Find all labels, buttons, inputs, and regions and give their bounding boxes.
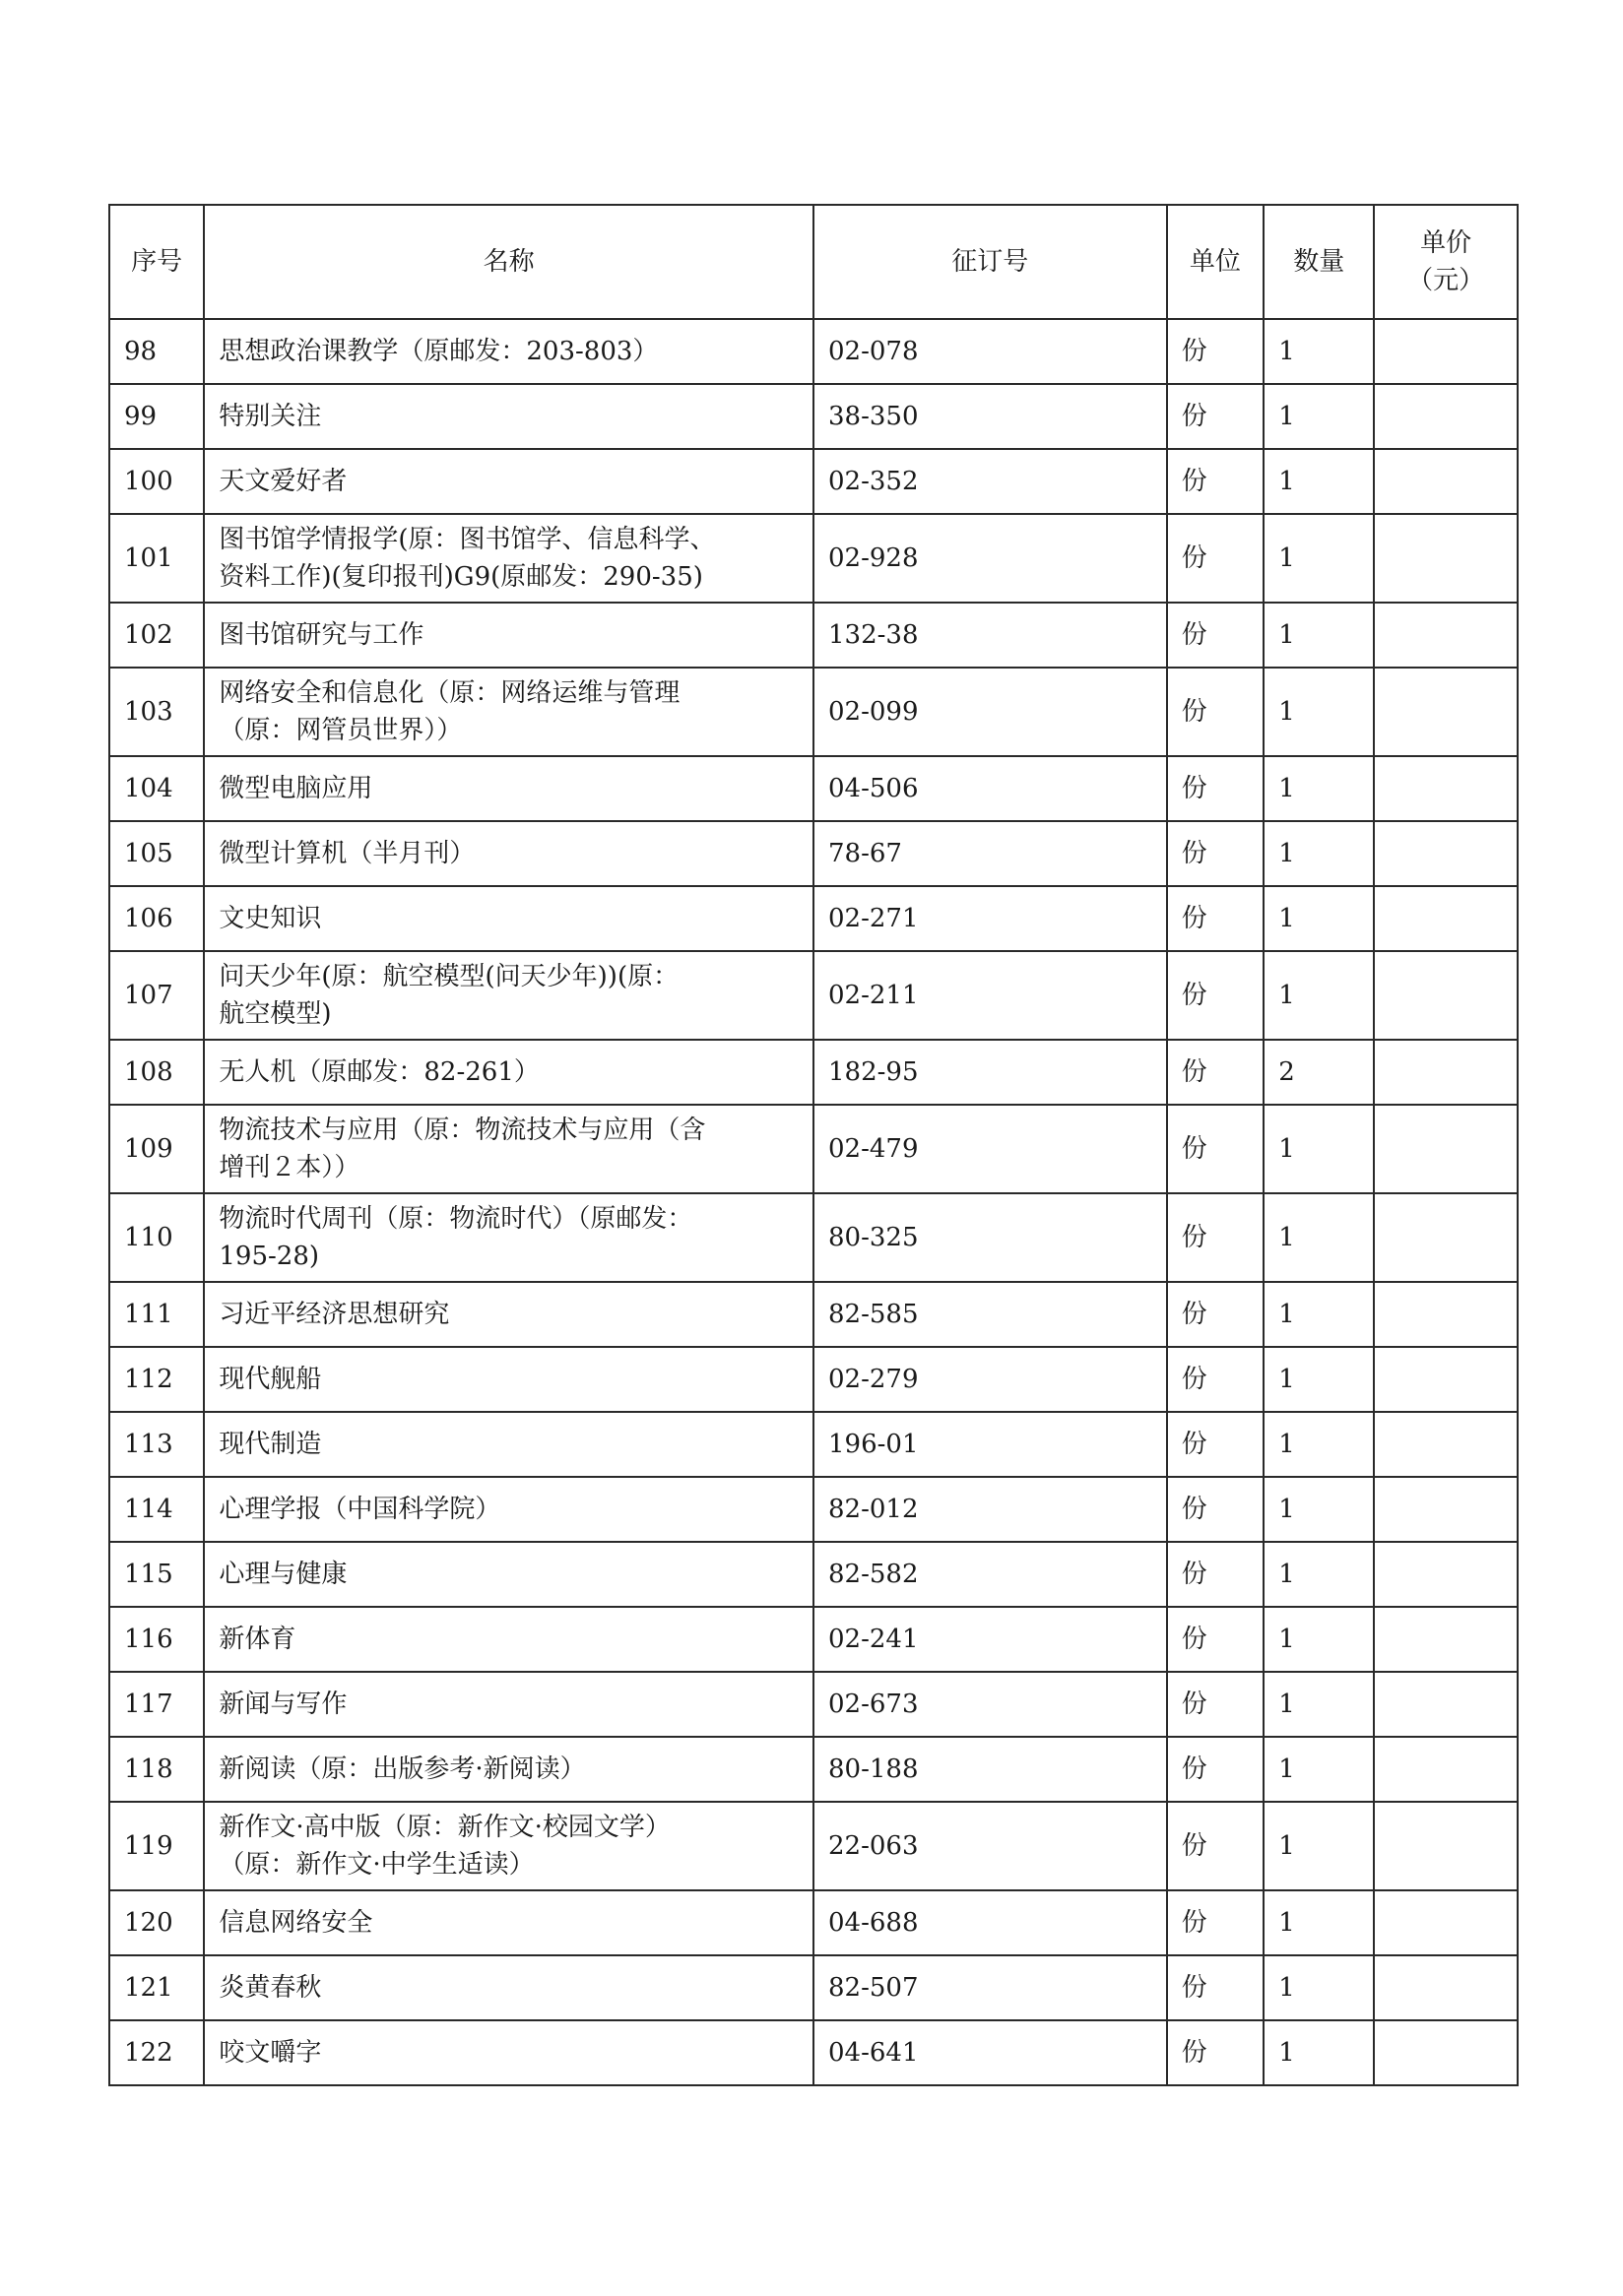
cell-name: 新闻与写作 [204, 1672, 813, 1737]
cell-price [1374, 449, 1518, 514]
cell-no: 117 [109, 1672, 204, 1737]
cell-qty: 1 [1264, 514, 1374, 603]
cell-unit: 份 [1167, 1955, 1265, 2020]
cell-code: 82-012 [813, 1477, 1167, 1542]
cell-name-line1: 问天少年(原：航空模型(问天少年))(原： [219, 962, 680, 991]
cell-price [1374, 1672, 1518, 1737]
cell-code: 78-67 [813, 821, 1167, 886]
table-row [109, 2020, 1518, 2085]
cell-unit: 份 [1167, 1412, 1265, 1477]
table-row [109, 756, 1518, 821]
cell-unit: 份 [1167, 319, 1265, 384]
cell-name [204, 951, 813, 1040]
cell-code: 22-063 [813, 1802, 1167, 1890]
cell-qty: 1 [1264, 668, 1374, 756]
cell-qty: 1 [1264, 1282, 1374, 1347]
cell-price [1374, 821, 1518, 886]
cell-no: 103 [109, 668, 204, 756]
cell-code: 196-01 [813, 1412, 1167, 1477]
cell-no: 101 [109, 514, 204, 603]
cell-price [1374, 1890, 1518, 1955]
cell-no: 107 [109, 951, 204, 1040]
cell-qty: 1 [1264, 384, 1374, 449]
cell-name-line2: （原：新作文·中学生适读） [219, 1850, 535, 1880]
cell-unit: 份 [1167, 668, 1265, 756]
cell-price [1374, 1282, 1518, 1347]
cell-qty: 1 [1264, 1347, 1374, 1412]
cell-code: 02-099 [813, 668, 1167, 756]
cell-name-line2: 195-28) [219, 1242, 320, 1271]
cell-no: 122 [109, 2020, 204, 2085]
cell-qty: 1 [1264, 1672, 1374, 1737]
cell-no: 98 [109, 319, 204, 384]
cell-no: 100 [109, 449, 204, 514]
cell-unit: 份 [1167, 1890, 1265, 1955]
cell-name-line1: 物流时代周刊（原：物流时代）（原邮发： [219, 1204, 693, 1234]
cell-qty: 2 [1264, 1040, 1374, 1105]
cell-price [1374, 756, 1518, 821]
cell-code: 82-585 [813, 1282, 1167, 1347]
cell-qty: 1 [1264, 2020, 1374, 2085]
cell-name: 天文爱好者 [204, 449, 813, 514]
cell-name: 文史知识 [204, 886, 813, 951]
cell-name-line2: 资料工作)(复印报刊)G9(原邮发：290-35) [219, 562, 703, 592]
cell-unit: 份 [1167, 1105, 1265, 1193]
cell-code: 80-325 [813, 1193, 1167, 1282]
cell-unit: 份 [1167, 1282, 1265, 1347]
header-qty: 数量 [1264, 205, 1374, 319]
table-row [109, 668, 1518, 756]
cell-price [1374, 603, 1518, 668]
subscription-table [108, 204, 1519, 2086]
cell-price [1374, 514, 1518, 603]
cell-name [204, 1802, 813, 1890]
cell-name [204, 1193, 813, 1282]
cell-price [1374, 886, 1518, 951]
cell-code: 02-352 [813, 449, 1167, 514]
header-no: 序号 [109, 205, 204, 319]
header-name: 名称 [204, 205, 813, 319]
cell-unit: 份 [1167, 449, 1265, 514]
cell-code: 04-641 [813, 2020, 1167, 2085]
cell-qty: 1 [1264, 1607, 1374, 1672]
cell-name: 图书馆研究与工作 [204, 603, 813, 668]
cell-qty: 1 [1264, 319, 1374, 384]
cell-no: 118 [109, 1737, 204, 1802]
cell-no: 105 [109, 821, 204, 886]
cell-qty: 1 [1264, 1890, 1374, 1955]
cell-price [1374, 1477, 1518, 1542]
cell-qty: 1 [1264, 1412, 1374, 1477]
cell-code: 82-507 [813, 1955, 1167, 2020]
table-row [109, 1282, 1518, 1347]
cell-code: 02-279 [813, 1347, 1167, 1412]
table-row [109, 319, 1518, 384]
cell-name: 信息网络安全 [204, 1890, 813, 1955]
table-row [109, 1477, 1518, 1542]
cell-name: 心理学报（中国科学院） [204, 1477, 813, 1542]
table-row [109, 1542, 1518, 1607]
cell-qty: 1 [1264, 1105, 1374, 1193]
cell-name: 心理与健康 [204, 1542, 813, 1607]
cell-no: 110 [109, 1193, 204, 1282]
cell-price [1374, 1802, 1518, 1890]
cell-unit: 份 [1167, 514, 1265, 603]
cell-no: 104 [109, 756, 204, 821]
cell-name: 习近平经济思想研究 [204, 1282, 813, 1347]
cell-unit: 份 [1167, 1737, 1265, 1802]
cell-unit: 份 [1167, 2020, 1265, 2085]
cell-no: 114 [109, 1477, 204, 1542]
table-row [109, 1737, 1518, 1802]
cell-unit: 份 [1167, 1802, 1265, 1890]
cell-unit: 份 [1167, 756, 1265, 821]
table-row [109, 1672, 1518, 1737]
cell-no: 108 [109, 1040, 204, 1105]
header-price-line1: 单价 [1420, 228, 1472, 258]
cell-qty: 1 [1264, 886, 1374, 951]
cell-price [1374, 951, 1518, 1040]
cell-no: 112 [109, 1347, 204, 1412]
table-row [109, 1105, 1518, 1193]
cell-unit: 份 [1167, 1347, 1265, 1412]
cell-unit: 份 [1167, 1672, 1265, 1737]
cell-name [204, 1105, 813, 1193]
cell-no: 109 [109, 1105, 204, 1193]
cell-qty: 1 [1264, 1802, 1374, 1890]
table-body [109, 319, 1518, 2085]
cell-code: 04-506 [813, 756, 1167, 821]
cell-unit: 份 [1167, 1040, 1265, 1105]
cell-name: 新体育 [204, 1607, 813, 1672]
table-row [109, 1040, 1518, 1105]
cell-no: 99 [109, 384, 204, 449]
cell-price [1374, 1040, 1518, 1105]
cell-qty: 1 [1264, 1542, 1374, 1607]
header-unit: 单位 [1167, 205, 1265, 319]
cell-code: 38-350 [813, 384, 1167, 449]
cell-name-line1: 网络安全和信息化（原：网络运维与管理 [219, 678, 681, 708]
cell-name: 特别关注 [204, 384, 813, 449]
cell-no: 111 [109, 1282, 204, 1347]
cell-code: 02-271 [813, 886, 1167, 951]
cell-code: 02-928 [813, 514, 1167, 603]
table-row [109, 384, 1518, 449]
cell-name: 微型电脑应用 [204, 756, 813, 821]
cell-name: 思想政治课教学（原邮发：203-803） [204, 319, 813, 384]
cell-unit: 份 [1167, 1193, 1265, 1282]
cell-unit: 份 [1167, 951, 1265, 1040]
table-row [109, 951, 1518, 1040]
cell-name: 咬文嚼字 [204, 2020, 813, 2085]
cell-name: 微型计算机（半月刊） [204, 821, 813, 886]
cell-qty: 1 [1264, 1737, 1374, 1802]
cell-unit: 份 [1167, 1542, 1265, 1607]
table-row [109, 886, 1518, 951]
cell-name: 无人机（原邮发：82-261） [204, 1040, 813, 1105]
cell-qty: 1 [1264, 1955, 1374, 2020]
cell-name [204, 668, 813, 756]
header-price [1374, 205, 1518, 319]
cell-name: 炎黄春秋 [204, 1955, 813, 2020]
cell-price [1374, 1412, 1518, 1477]
cell-code: 02-211 [813, 951, 1167, 1040]
cell-unit: 份 [1167, 1477, 1265, 1542]
cell-price [1374, 1607, 1518, 1672]
cell-name-line2: 增刊２本）） [219, 1153, 360, 1182]
header-row [109, 205, 1518, 319]
cell-code: 80-188 [813, 1737, 1167, 1802]
cell-no: 120 [109, 1890, 204, 1955]
cell-no: 102 [109, 603, 204, 668]
table-row [109, 1890, 1518, 1955]
cell-no: 115 [109, 1542, 204, 1607]
cell-code: 182-95 [813, 1040, 1167, 1105]
cell-no: 116 [109, 1607, 204, 1672]
subscription-table-container [108, 204, 1519, 2086]
cell-name-line1: 物流技术与应用（原：物流技术与应用（含 [219, 1116, 706, 1145]
cell-qty: 1 [1264, 1193, 1374, 1282]
cell-qty: 1 [1264, 951, 1374, 1040]
table-row [109, 603, 1518, 668]
cell-price [1374, 384, 1518, 449]
cell-name [204, 514, 813, 603]
cell-unit: 份 [1167, 886, 1265, 951]
cell-price [1374, 668, 1518, 756]
cell-code: 82-582 [813, 1542, 1167, 1607]
cell-code: 02-479 [813, 1105, 1167, 1193]
cell-name-line2: 航空模型) [219, 999, 332, 1029]
cell-price [1374, 1955, 1518, 2020]
table-row [109, 1955, 1518, 2020]
cell-price [1374, 1193, 1518, 1282]
cell-price [1374, 2020, 1518, 2085]
cell-unit: 份 [1167, 1607, 1265, 1672]
cell-unit: 份 [1167, 603, 1265, 668]
cell-no: 119 [109, 1802, 204, 1890]
cell-price [1374, 1542, 1518, 1607]
cell-no: 121 [109, 1955, 204, 2020]
table-row [109, 1347, 1518, 1412]
cell-price [1374, 1737, 1518, 1802]
cell-price [1374, 1347, 1518, 1412]
cell-no: 113 [109, 1412, 204, 1477]
cell-no: 106 [109, 886, 204, 951]
cell-name: 现代制造 [204, 1412, 813, 1477]
cell-code: 132-38 [813, 603, 1167, 668]
table-row [109, 1193, 1518, 1282]
cell-unit: 份 [1167, 821, 1265, 886]
table-row [109, 1802, 1518, 1890]
cell-qty: 1 [1264, 449, 1374, 514]
cell-qty: 1 [1264, 1477, 1374, 1542]
cell-unit: 份 [1167, 384, 1265, 449]
table-row [109, 449, 1518, 514]
header-price-line2: （元） [1407, 266, 1485, 295]
cell-code: 04-688 [813, 1890, 1167, 1955]
cell-price [1374, 1105, 1518, 1193]
cell-name: 新阅读（原：出版参考·新阅读） [204, 1737, 813, 1802]
cell-code: 02-673 [813, 1672, 1167, 1737]
cell-name: 现代舰船 [204, 1347, 813, 1412]
cell-qty: 1 [1264, 756, 1374, 821]
cell-price [1374, 319, 1518, 384]
table-row [109, 514, 1518, 603]
cell-code: 02-241 [813, 1607, 1167, 1672]
header-code: 征订号 [813, 205, 1167, 319]
cell-name-line1: 图书馆学情报学(原：图书馆学、信息科学、 [219, 525, 716, 554]
cell-qty: 1 [1264, 821, 1374, 886]
table-row [109, 1607, 1518, 1672]
cell-code: 02-078 [813, 319, 1167, 384]
cell-name-line1: 新作文·高中版（原：新作文·校园文学） [219, 1813, 671, 1842]
cell-name-line2: （原：网管员世界）） [219, 716, 463, 745]
table-row [109, 821, 1518, 886]
cell-qty: 1 [1264, 603, 1374, 668]
table-row [109, 1412, 1518, 1477]
